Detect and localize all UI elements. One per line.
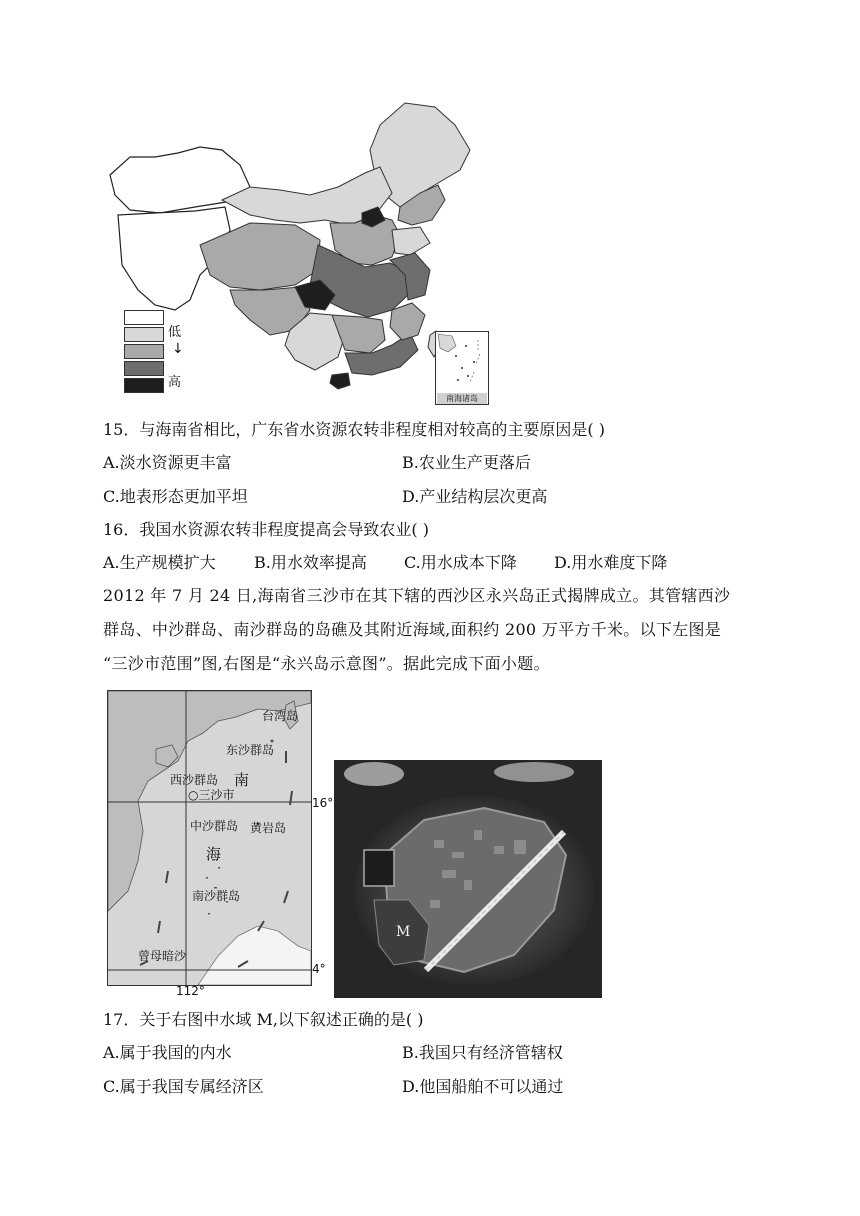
legend-swatch-3 (124, 344, 164, 359)
legend-swatch-4 (124, 361, 164, 376)
question-16-stem: 16．我国水资源农转非程度提高会导致农业( ) (103, 520, 429, 539)
label-sansha-city (188, 786, 235, 803)
label-xisha: 西沙群岛 (170, 773, 219, 787)
label-huangyan: 黄岩岛 (250, 821, 287, 835)
label-dongsha: 东沙群岛 (226, 743, 275, 757)
q17-option-a[interactable]: A.属于我国的内水 (103, 1043, 232, 1062)
q17-option-d[interactable]: D.他国船舶不可以通过 (402, 1077, 564, 1096)
south-sea-inset (435, 331, 489, 405)
inset-label: 南海诸岛 (437, 393, 487, 404)
q15-option-c[interactable]: C.地表形态更加平坦 (103, 487, 248, 506)
passage-line-3: “三沙市范围”图,右图是“永兴岛示意图”。据此完成下面小题。 (103, 654, 550, 673)
sansha-range-map (107, 690, 312, 986)
legend-high-label: 高 (168, 375, 182, 390)
label-zengmu: 曾母暗沙 (138, 949, 187, 963)
label-nan: 南 (234, 771, 250, 789)
question-17-stem: 17．关于右图中水域 M,以下叙述正确的是( ) (103, 1010, 424, 1029)
q16-option-c[interactable]: C.用水成本下降 (404, 553, 517, 572)
china-water-map (100, 95, 500, 405)
legend-swatch-1 (124, 310, 164, 325)
q15-option-a[interactable]: A.淡水资源更丰富 (103, 453, 232, 472)
label-lat-16: 16° (312, 796, 334, 810)
q15-option-b[interactable]: B.农业生产更落后 (402, 453, 531, 472)
label-nansha: 南沙群岛 (192, 889, 241, 903)
q16-option-d[interactable]: D.用水难度下降 (554, 553, 668, 572)
legend-low-label: 低 (168, 325, 182, 340)
sansha-map-svg (108, 691, 311, 985)
yongxing-island-image (334, 760, 602, 998)
q16-option-a[interactable]: A.生产规模扩大 (103, 553, 216, 572)
legend-arrow-icon: ↓ (172, 341, 184, 357)
legend-swatch-2 (124, 327, 164, 342)
yongxing-svg (334, 760, 602, 998)
question-15-stem: 15．与海南省相比，广东省水资源农转非程度相对较高的主要原因是( ) (103, 420, 605, 439)
label-lat-4: 4° (312, 962, 326, 976)
label-hai: 海 (206, 845, 222, 863)
label-zhongsha: 中沙群岛 (190, 819, 239, 833)
label-m-water: M (396, 924, 411, 940)
label-taiwan: 台湾岛 (262, 709, 299, 723)
label-lon-112: 112° (176, 984, 205, 998)
inset-islands-svg (436, 332, 488, 392)
city-marker-icon: ○ (188, 788, 199, 802)
passage-line-1: 2012 年 7 月 24 日,海南省三沙市在其下辖的西沙区永兴岛正式揭牌成立。其管辖西沙 (103, 586, 731, 605)
legend-swatch-5 (124, 378, 164, 393)
q17-option-c[interactable]: C.属于我国专属经济区 (103, 1077, 264, 1096)
label-sansha-city-text: 三沙市 (198, 788, 235, 802)
q16-option-b[interactable]: B.用水效率提高 (254, 553, 367, 572)
q15-option-d[interactable]: D.产业结构层次更高 (402, 487, 548, 506)
passage-line-2: 群岛、中沙群岛、南沙群岛的岛礁及其附近海域,面积约 200 万平方千米。以下左图是 (103, 620, 722, 639)
q17-option-b[interactable]: B.我国只有经济管辖权 (402, 1043, 563, 1062)
